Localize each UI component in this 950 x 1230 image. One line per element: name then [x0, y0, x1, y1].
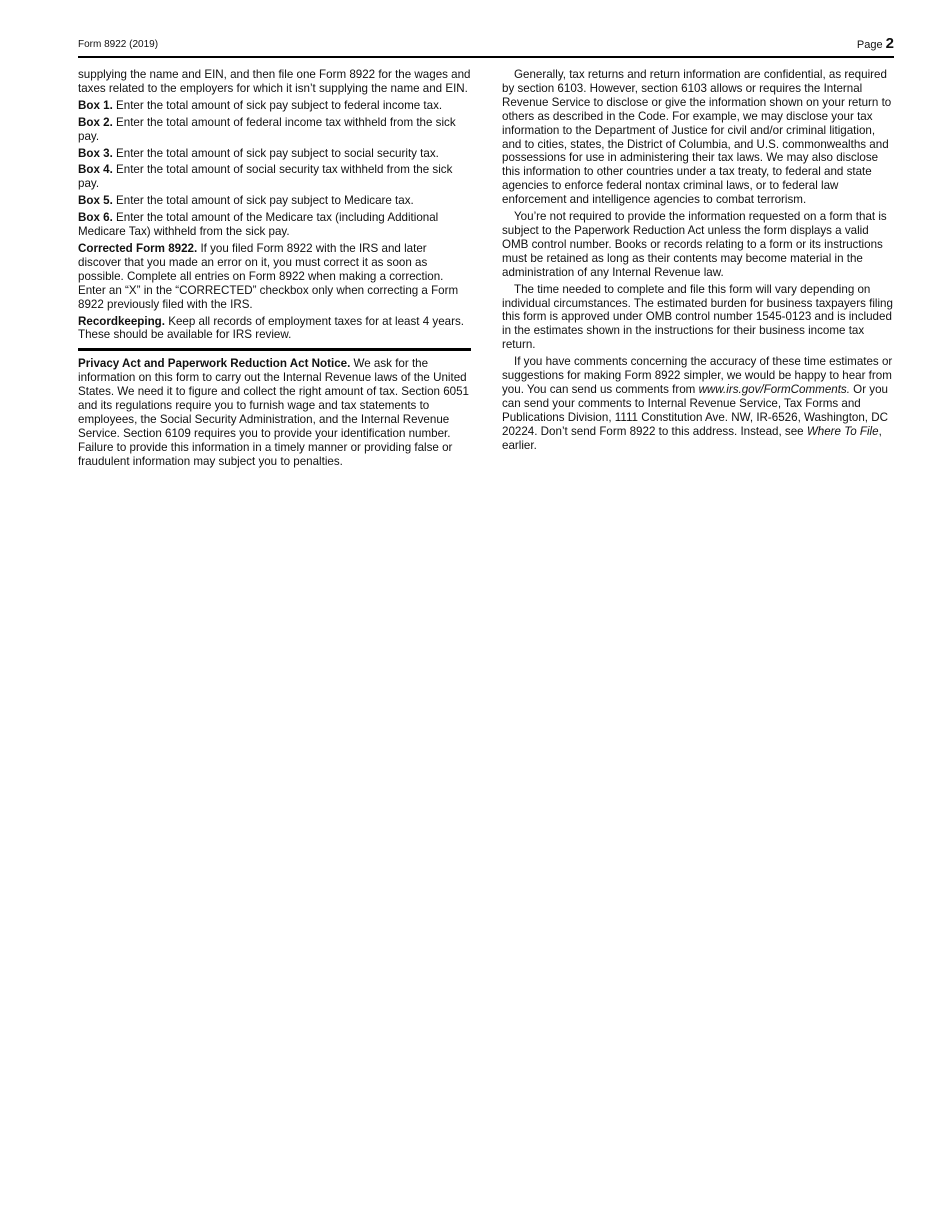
page-label: [857, 35, 894, 52]
confidentiality-paragraph: Generally, tax returns and return information are confidential, as required by section 6103. However, section 6103 allows or requires the Internal Revenue Service to disclose or give the information shown on your return to others as described in the Code. For example, we may disclose your tax information to the Department of Justice for civil and/or criminal litigation, and to cities, states, the District of Columbia, and U.S. commonwealths and possessions for use in administering their tax laws. We may also disclose this information to other countries under a tax treaty, to federal and state agencies to enforce federal nontax criminal laws, or to federal law enforcement and intelligence agencies to combat terrorism.: [502, 68, 892, 207]
box2-label: Box 2.: [78, 115, 113, 129]
page-number: 2: [885, 35, 894, 52]
box3-text: Enter the total amount of sick pay subject to social security tax.: [112, 146, 439, 160]
comments-paragraph: [502, 355, 895, 452]
box6-paragraph: [78, 211, 471, 239]
page-word: Page: [856, 39, 883, 51]
recordkeeping-paragraph: [78, 315, 471, 343]
box5-text: Enter the total amount of sick pay subject to Medicare tax.: [112, 194, 414, 208]
continuation-paragraph: supplying the name and EIN, and then file one Form 8922 for the wages and taxes related to the employers for which it isn’t supplying the name and EIN.: [78, 68, 471, 95]
box2-paragraph: [78, 116, 471, 144]
privacy-notice-paragraph: [78, 357, 471, 468]
box1-label: Box 1.: [78, 98, 113, 112]
corrected-form-text: If you filed Form 8922 with the IRS and later discover that you made an error on it, you must correct it as soon as possible. Complete all entries on Form 8922 when making a correction. Enter an “X” in the “CORRECTED” checkbox only when correcting a Form 8922 previously filed with the IRS.: [78, 241, 459, 311]
box5-paragraph: [78, 194, 471, 208]
corrected-form-label: Corrected Form 8922.: [78, 241, 198, 255]
form-id: Form 8922 (2019): [78, 39, 159, 50]
comments-text-c: , earlier.: [502, 424, 882, 452]
page-header: [78, 34, 894, 58]
right-column: [502, 68, 895, 455]
left-column: [78, 68, 471, 472]
box4-paragraph: [78, 163, 471, 191]
box2-text: Enter the total amount of federal income tax withheld from the sick pay.: [78, 115, 456, 143]
recordkeeping-text: Keep all records of employment taxes for at least 4 years. These should be available for IRS review.: [78, 314, 464, 342]
privacy-notice-text: We ask for the information on this form to carry out the Internal Revenue laws of the United States. We need it to figure and collect the right amount of tax. Section 6051 and its regulations require you to furnish wage and tax statements to employees, the Social Security Administration, and the Internal Revenue Service. Section 6109 requires you to provide your identification number. Failure to provide this information in a timely manner or providing false or fraudulent information may subject you to penalties.: [78, 357, 469, 468]
box3-label: Box 3.: [78, 146, 113, 160]
box3-paragraph: [78, 147, 471, 161]
privacy-notice-label: Privacy Act and Paperwork Reduction Act Notice.: [78, 357, 351, 371]
comments-text-a: If you have comments concerning the accuracy of these time estimates or suggestions for making Form 8922 simpler, we would be happy to hear from you. You can send us comments from: [502, 355, 893, 396]
box4-text: Enter the total amount of social security tax withheld from the sick pay.: [78, 163, 453, 191]
corrected-form-paragraph: [78, 242, 471, 312]
box1-text: Enter the total amount of sick pay subject to federal income tax.: [112, 98, 443, 112]
box4-label: Box 4.: [78, 163, 113, 177]
omb-paragraph: You’re not required to provide the information requested on a form that is subject to the Paperwork Reduction Act unless the form displays a valid OMB control number. Books or records relating to a form or its instructions must be retained as long as their contents may become material in the administration of any Internal Revenue law.: [502, 210, 887, 279]
where-to-file-reference: Where To File: [806, 424, 879, 438]
section-divider: [78, 348, 471, 351]
box5-label: Box 5.: [78, 194, 113, 208]
box6-text: Enter the total amount of the Medicare tax (including Additional Medicare Tax) withheld from the sick pay.: [78, 211, 439, 239]
box1-paragraph: [78, 99, 471, 113]
box6-label: Box 6.: [78, 211, 113, 225]
recordkeeping-label: Recordkeeping.: [78, 314, 165, 328]
form-comments-link[interactable]: www.irs.gov/FormComments.: [698, 382, 850, 396]
burden-paragraph: The time needed to complete and file this form will vary depending on individual circumstances. The estimated burden for business taxpayers filing this form is approved under OMB control number 1545-0123 and is included in the estimates shown in the instructions for their business income tax return.: [502, 282, 893, 352]
comments-text-b: Or you can send your comments to Internal Revenue Service, Tax Forms and Publications Division, 1111 Constitution Ave. NW, IR-6526, Washington, DC 20224. Don’t send Form 8922 to this address. Instead, see: [502, 382, 888, 438]
